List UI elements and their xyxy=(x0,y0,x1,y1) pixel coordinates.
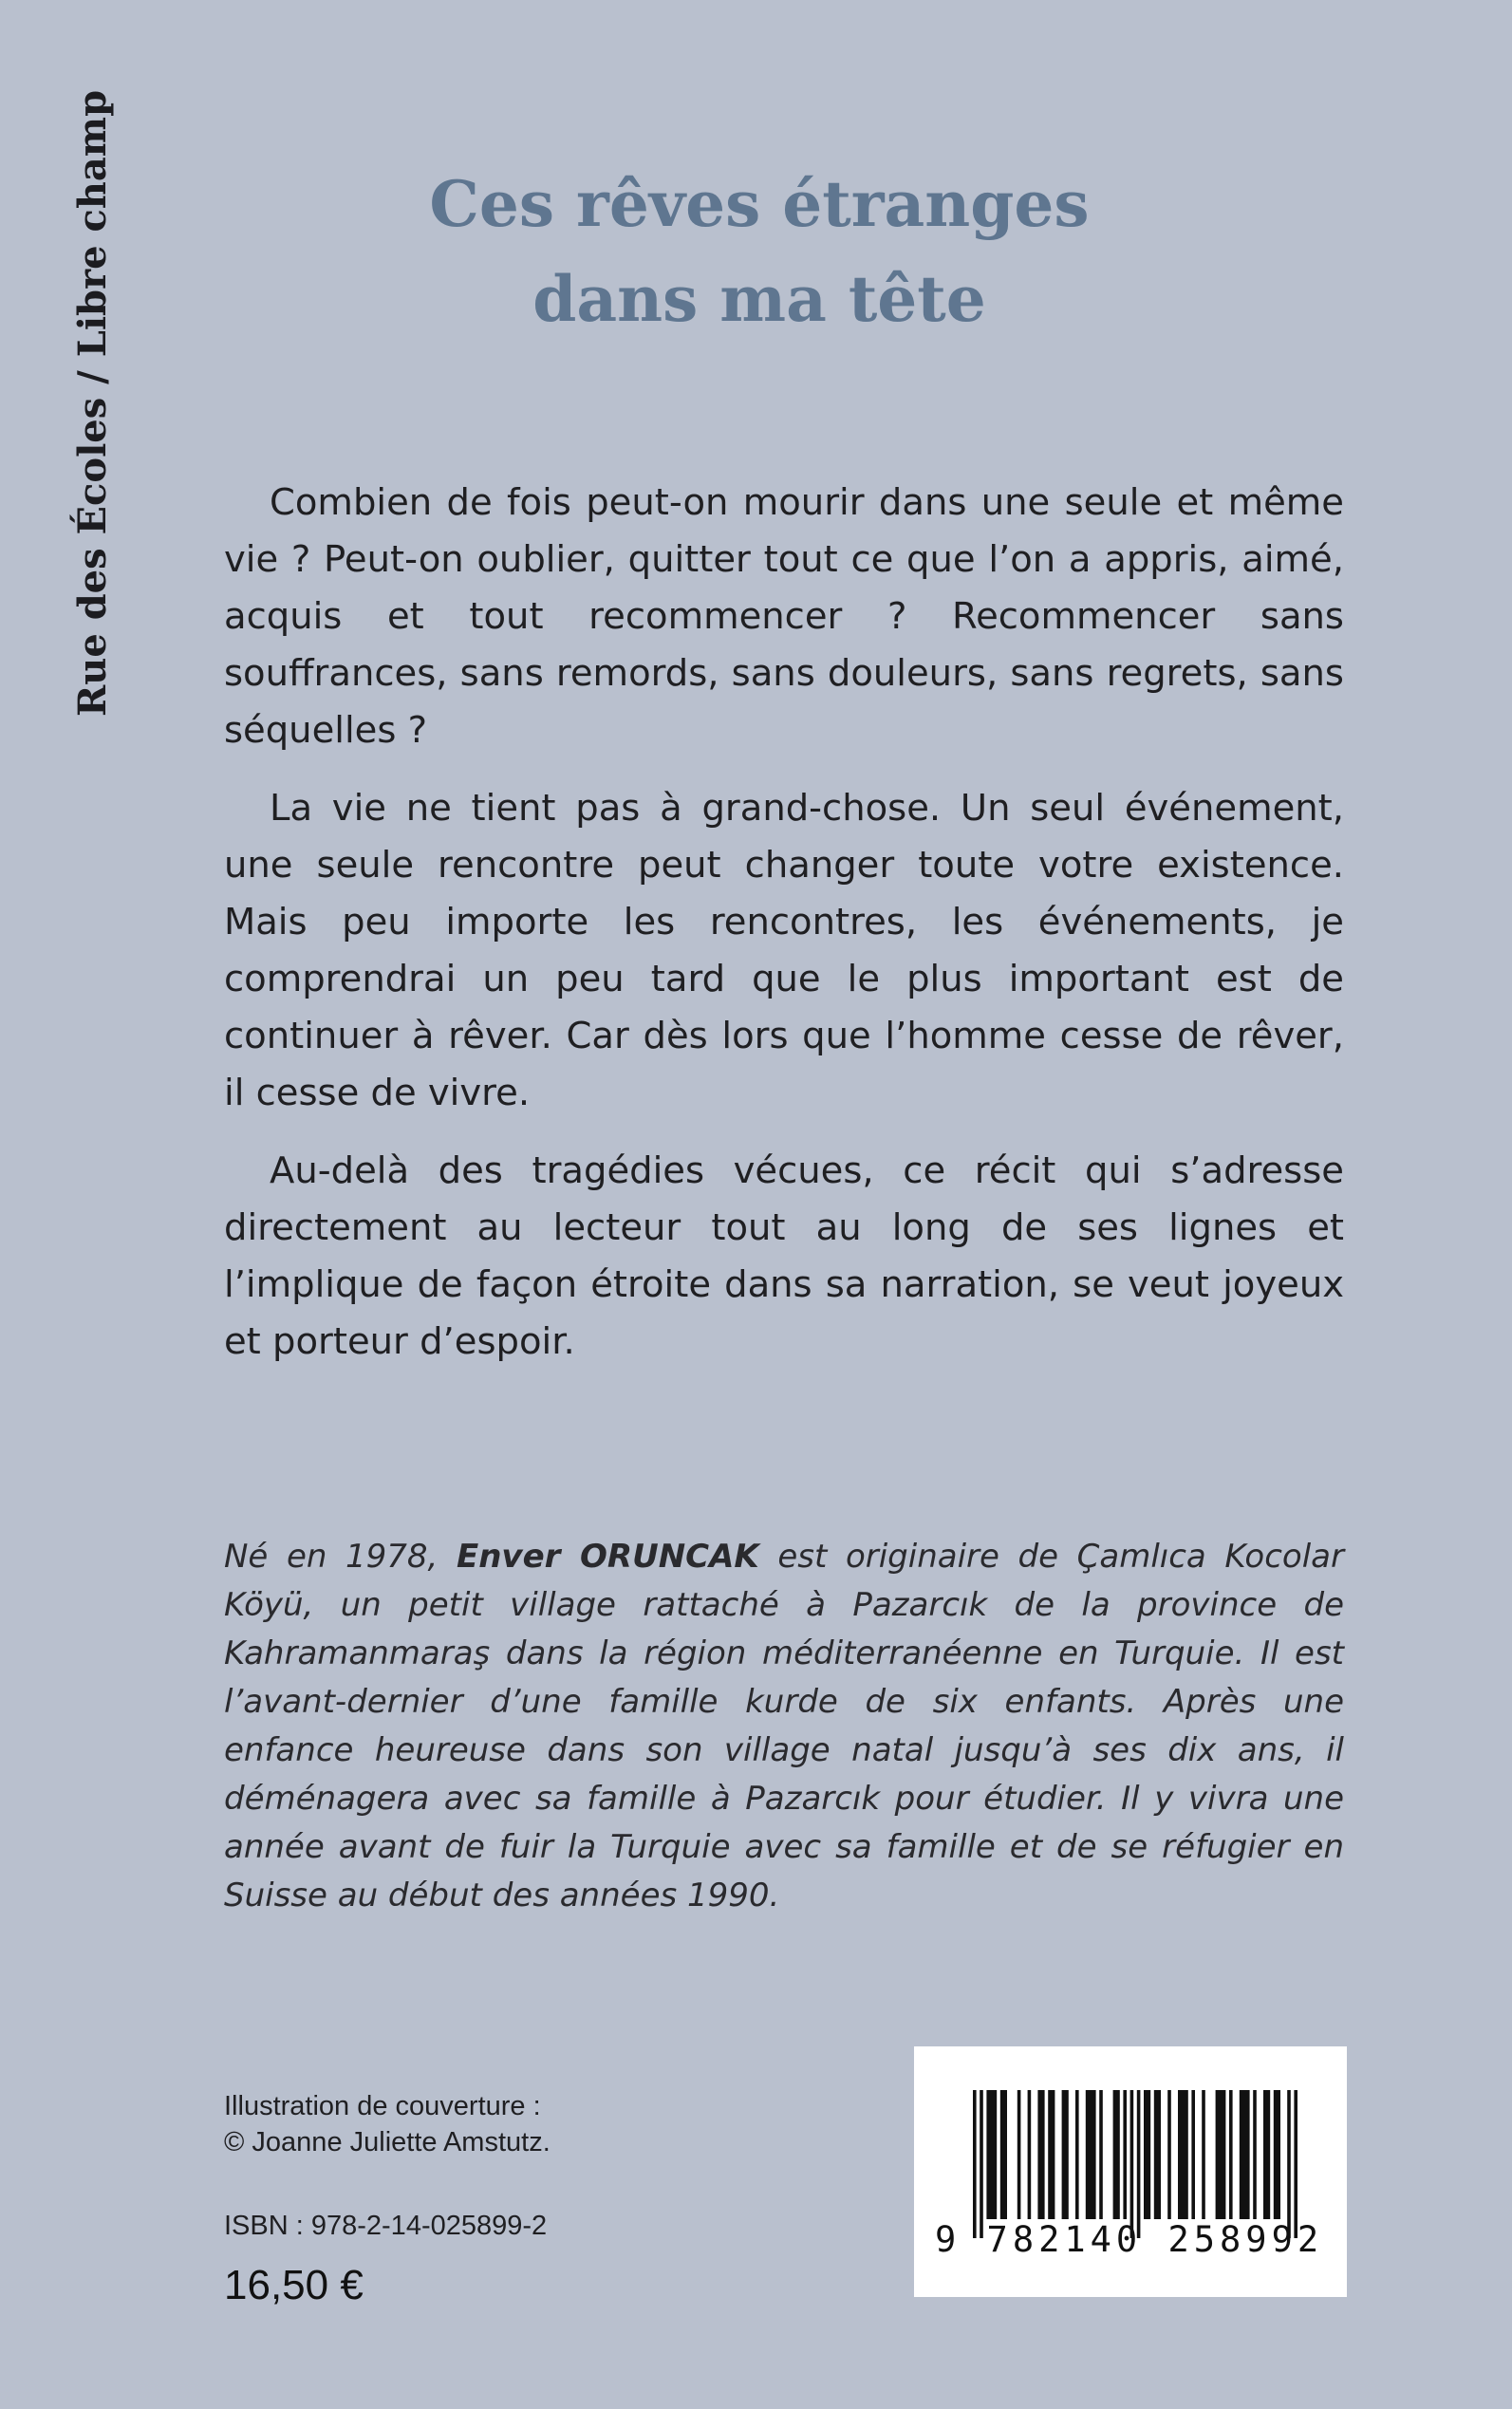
barcode-bar xyxy=(1144,2090,1150,2219)
cover-credits-line-2: © Joanne Juliette Amstutz. xyxy=(224,2127,551,2157)
barcode-bar xyxy=(1062,2090,1069,2219)
author-bio xyxy=(224,1533,1344,1920)
price-label: 16,50 € xyxy=(224,2262,364,2308)
book-title-line-2: dans ma tête xyxy=(532,262,986,336)
barcode-bar xyxy=(1274,2090,1280,2219)
barcode-bar xyxy=(980,2090,983,2238)
barcode-bar xyxy=(1216,2090,1226,2219)
barcode-bar xyxy=(1294,2090,1297,2238)
blurb-text xyxy=(224,475,1344,1391)
barcode-bar xyxy=(1113,2090,1120,2219)
isbn-label: ISBN : 978-2-14-025899-2 xyxy=(224,2211,548,2241)
blurb-paragraph-1: Combien de fois peut-on mourir dans une seule et même vie ? Peut-on oublier, quitter tout ce que l’on a appris, aimé, acquis et tout recommencer ? Recommencer sans souffrances, sans remords, sans douleurs, sans regrets, sans séquelles ? xyxy=(224,481,1344,752)
barcode-bar xyxy=(1048,2090,1055,2219)
blurb-paragraph-2: La vie ne tient pas à grand-chose. Un seul événement, une seule rencontre peut changer toute votre existence. Mais peu importe les rencontres, les événements, je comprendrai un peu tard que le plus important est de continuer à rêver. Car dès lors que l’homme cesse de rêver, il cesse de vivre. xyxy=(224,787,1344,1114)
barcode-bar xyxy=(1028,2090,1032,2219)
barcode-bar xyxy=(1086,2090,1096,2219)
barcode-bar xyxy=(1130,2090,1134,2238)
cover-credits xyxy=(224,2088,551,2160)
spine-collection-label: Rue des Écoles / Libre champ xyxy=(70,89,115,717)
author-name: Enver ORUNCAK xyxy=(456,1538,759,1576)
barcode-bar xyxy=(1167,2090,1171,2219)
barcode-bar xyxy=(1178,2090,1188,2219)
barcode-bar xyxy=(1037,2090,1044,2219)
author-bio-intro: Né en 1978, xyxy=(224,1538,457,1576)
barcode-bar xyxy=(1191,2090,1195,2219)
barcode-bar xyxy=(1240,2090,1250,2219)
author-bio-text: est originaire de Çamlıca Kocolar Köyü, un petit village rattaché à Pazarcık de la province de Kahramanmaraş dans la région méditerranéenne en Turquie. Il est l’avant-dernier d’une famille kurde de six enfants. Après une enfance heureuse dans son village natal jusqu’à ses dix ans, il déménagera avec sa famille à Pazarcık pour étudier. Il y vivra une année avant de fuir la Turquie avec sa famille et de se réfugier en Suisse au début des années 1990. xyxy=(224,1538,1344,1914)
barcode-bar xyxy=(1253,2090,1257,2219)
barcode xyxy=(914,2046,1347,2297)
barcode-bar xyxy=(973,2090,977,2238)
barcode-bar xyxy=(1017,2090,1021,2219)
cover-credits-line-1: Illustration de couverture : xyxy=(224,2091,541,2121)
book-title xyxy=(285,157,1234,346)
barcode-bar xyxy=(986,2090,997,2219)
blurb-paragraph-3: Au-delà des tragédies vécues, ce récit qui s’adresse directement au lecteur tout au long de ses lignes et l’implique de façon étroite dans sa narration, se veut joyeux et porteur d’espoir. xyxy=(224,1149,1344,1363)
barcode-bar xyxy=(1123,2090,1127,2219)
barcode-bar xyxy=(1202,2090,1205,2219)
barcode-bar xyxy=(1154,2090,1161,2219)
barcode-bar xyxy=(1000,2090,1007,2219)
barcode-digits: 9 782140 258992 xyxy=(935,2219,1324,2260)
barcode-bar xyxy=(1229,2090,1233,2219)
barcode-bar xyxy=(1263,2090,1270,2219)
barcode-bar xyxy=(1075,2090,1079,2219)
barcode-bar xyxy=(1137,2090,1141,2238)
book-title-line-1: Ces rêves étranges xyxy=(429,167,1090,241)
barcode-bar xyxy=(1099,2090,1103,2219)
barcode-bar xyxy=(1287,2090,1291,2238)
